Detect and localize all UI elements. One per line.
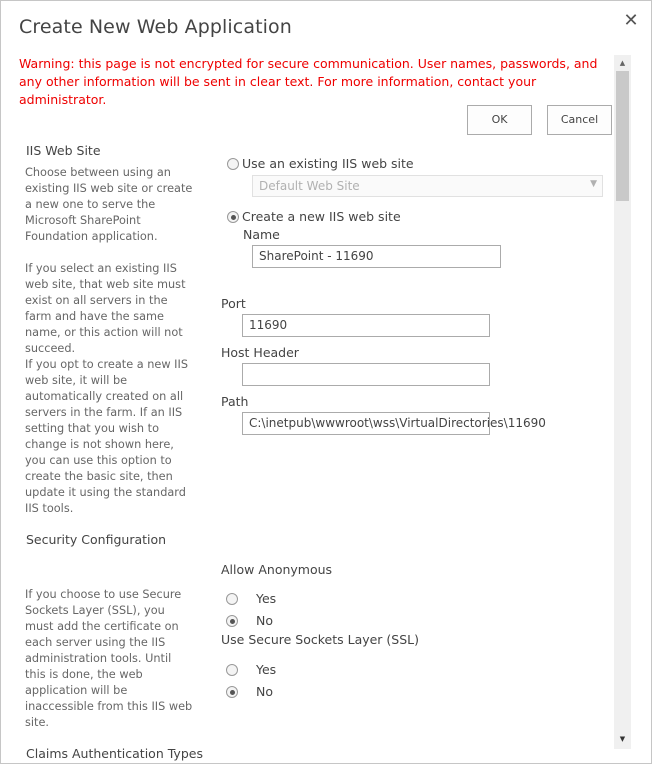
security-section-title: Security Configuration [26,532,167,547]
ok-button[interactable]: OK [467,105,532,135]
create-new-radio[interactable] [227,211,239,223]
use-existing-label: Use an existing IIS web site [242,156,414,171]
anonymous-no-label: No [256,613,273,628]
port-label: Port [221,296,246,311]
anonymous-yes-radio[interactable] [226,593,238,605]
iis-description-2: If you select an existing IIS web site, that web site must exist on all servers in the farm and have the same name, or this action will not succeed. [25,262,186,355]
iis-section-title: IIS Web Site [26,143,101,158]
name-label: Name [243,227,280,242]
scroll-down-icon[interactable]: ▼ [619,735,626,743]
host-header-input[interactable] [242,363,490,386]
path-label: Path [221,394,249,409]
ssl-no-label: No [256,684,273,699]
cancel-button[interactable]: Cancel [547,105,612,135]
security-description: If you choose to use Secure Sockets Layer (SSL), you must add the certificate on each server using the IIS administration tools. Until this is done, the web application will be inaccessible from this IIS web site. [25,588,193,729]
anonymous-no-radio[interactable] [226,615,238,627]
scroll-up-icon[interactable]: ▲ [619,59,626,67]
ssl-yes-label: Yes [256,662,277,677]
encryption-warning: Warning: this page is not encrypted for secure communication. User names, passwords, and any other information will be sent in clear text. For more information, contact your administrator. [19,56,598,107]
ssl-no-radio[interactable] [226,686,238,698]
iis-description-3: If you opt to create a new IIS web site, it will be automatically created on all servers in the farm. If an IIS setting that you wish to change is not shown here, you can use this option to create the basic site, then update it using the standard IIS tools. [25,358,189,515]
iis-description-1: Choose between using an existing IIS web site or create a new one to serve the Microsoft SharePoint Foundation application. [25,166,193,243]
existing-site-value: Default Web Site [259,179,360,193]
allow-anonymous-label: Allow Anonymous [221,562,333,577]
name-input[interactable]: SharePoint - 11690 [252,245,501,268]
create-new-label: Create a new IIS web site [242,209,401,224]
host-header-label: Host Header [221,345,299,360]
existing-site-select[interactable] [252,175,603,197]
port-input[interactable]: 11690 [242,314,490,337]
ssl-label: Use Secure Sockets Layer (SSL) [221,632,420,647]
scrollbar-thumb[interactable] [616,71,629,201]
path-input[interactable]: C:\inetpub\wwwroot\wss\VirtualDirectories\11690 [242,412,490,435]
dialog-title: Create New Web Application [19,16,292,38]
dialog-content [1,55,614,765]
use-existing-radio[interactable] [227,158,239,170]
close-icon[interactable]: ✕ [623,10,639,31]
ssl-yes-radio[interactable] [226,664,238,676]
anonymous-yes-label: Yes [256,591,277,606]
claims-section-title: Claims Authentication Types [26,746,203,761]
chevron-down-icon: ▼ [590,179,597,189]
